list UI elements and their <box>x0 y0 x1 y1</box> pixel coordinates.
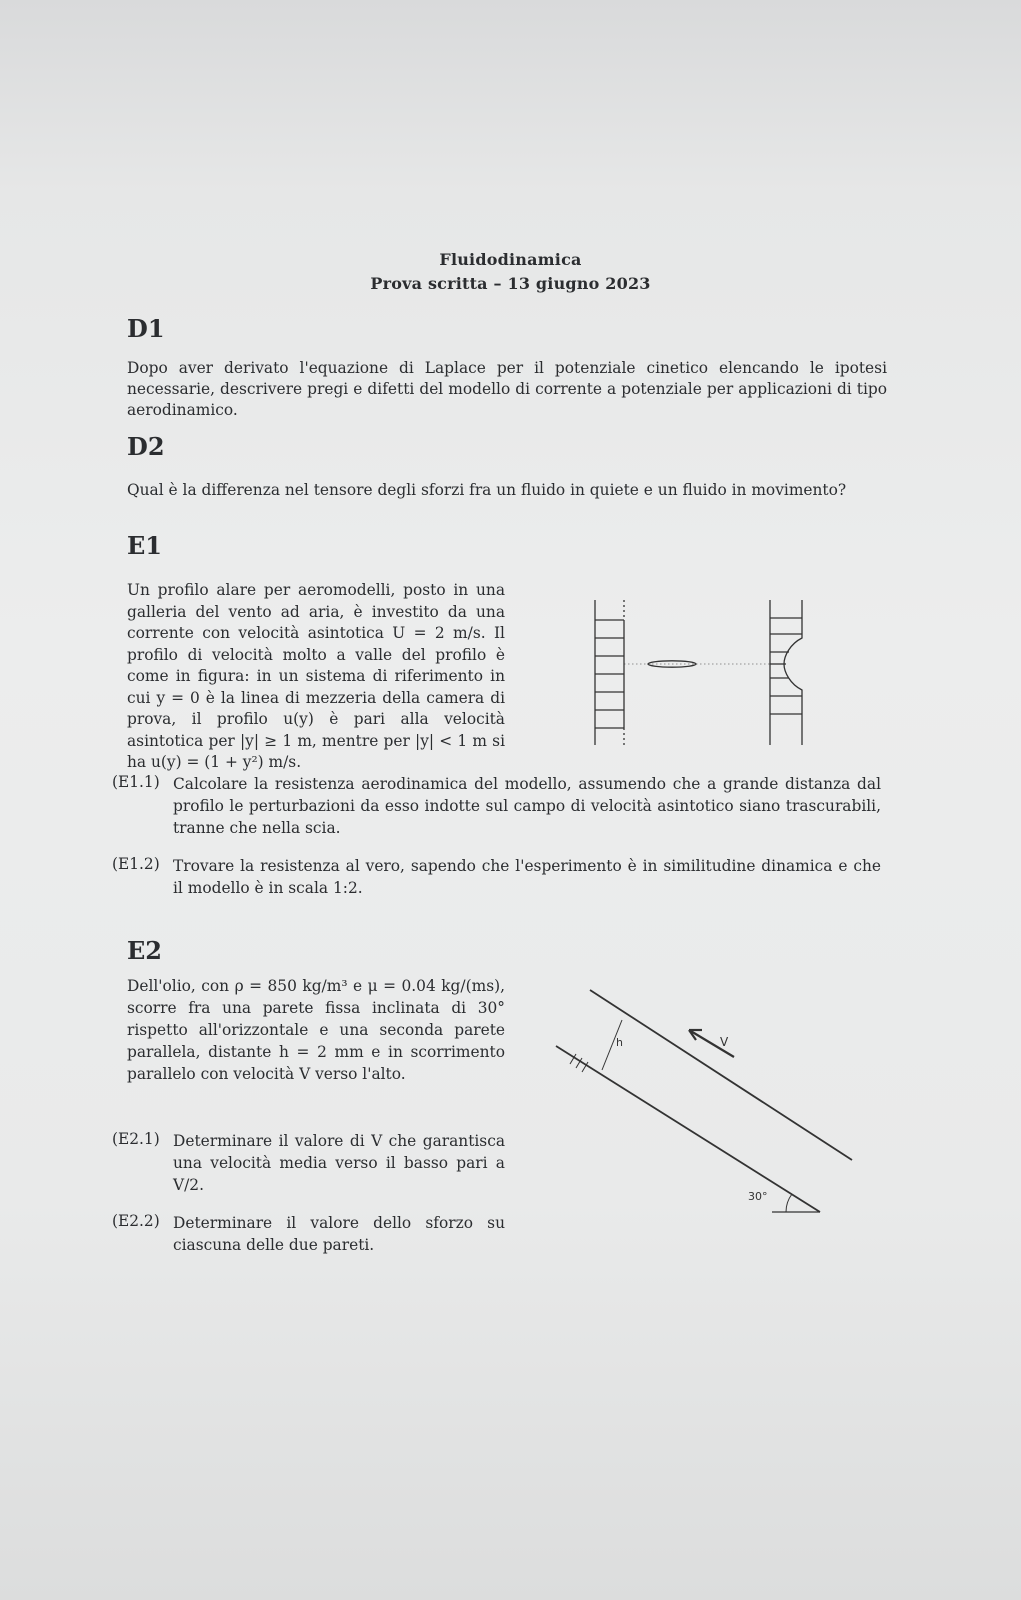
item-e1-2-text: Trovare la resistenza al vero, sapendo che l'esperimento è in similitudine dinamica e che il modello è in scala 1:2. <box>173 857 881 897</box>
label-h: h <box>616 1036 623 1049</box>
section-e2-heading: E2 <box>127 936 162 965</box>
item-e1-1-tag: (E1.1) <box>112 773 160 791</box>
section-e1-text: Un profilo alare per aeromodelli, posto in una galleria del vento ad aria, è investito da una corrente con velocità asintotica U = 2 m/s. Il profilo di velocità molto a valle del profilo è come in figura: in un sistema di riferimento in cui y = 0 è la linea di mezzeria della camera di prova, il profilo u(y) è pari alla velocità asintotica per |y| ≥ 1 m, mentre per |y| < 1 m si ha u(y) = (1 + y²) m/s. <box>127 581 505 771</box>
angle-arc <box>786 1194 792 1212</box>
section-e1-heading: E1 <box>127 531 162 560</box>
section-d2-text: Qual è la differenza nel tensore degli sforzi fra un fluido in quiete e un fluido in movimento? <box>127 481 847 499</box>
label-v: V <box>720 1035 729 1049</box>
inclined-channel-figure <box>550 980 870 1220</box>
course-title: Fluidodinamica <box>439 250 582 269</box>
item-e2-1-tag: (E2.1) <box>112 1130 160 1148</box>
label-angle: 30° <box>748 1190 768 1203</box>
section-e2-text: Dell'olio, con ρ = 850 kg/m³ e μ = 0.04 kg/(ms), scorre fra una parete fissa inclinata di 30° rispetto all'orizzontale e una seconda parete parallela, distante h = 2 mm e in scorrimento parallelo con velocità V verso l'alto. <box>127 977 505 1083</box>
wake-profile <box>770 600 802 745</box>
section-d1-heading: D1 <box>127 314 165 343</box>
item-e1-1-text: Calcolare la resistenza aerodinamica del modello, assumendo che a grande distanza dal profilo le perturbazioni da esso indotte sul campo di velocità asintotico siano trascurabili, tranne che nella scia. <box>173 775 881 837</box>
fixed-wall <box>556 1046 820 1212</box>
upstream-profile <box>595 600 624 745</box>
exam-subtitle: Prova scritta – 13 giugno 2023 <box>370 274 651 293</box>
wake-profile-figure <box>580 600 830 750</box>
section-d1-text: Dopo aver derivato l'equazione di Laplace per il potenziale cinetico elencando le ipotesi necessarie, descrivere pregi e difetti del modello di corrente a potenziale per applicazioni di tipo aerodinamico. <box>127 359 887 419</box>
item-e2-2-tag: (E2.2) <box>112 1212 160 1230</box>
item-e1-2-tag: (E1.2) <box>112 855 160 873</box>
moving-wall <box>590 990 852 1160</box>
item-e2-2-text: Determinare il valore dello sforzo su ciascuna delle due pareti. <box>173 1214 505 1254</box>
section-d2-heading: D2 <box>127 432 165 461</box>
item-e2-1-text: Determinare il valore di V che garantisca una velocità media verso il basso pari a V/2. <box>173 1132 505 1194</box>
